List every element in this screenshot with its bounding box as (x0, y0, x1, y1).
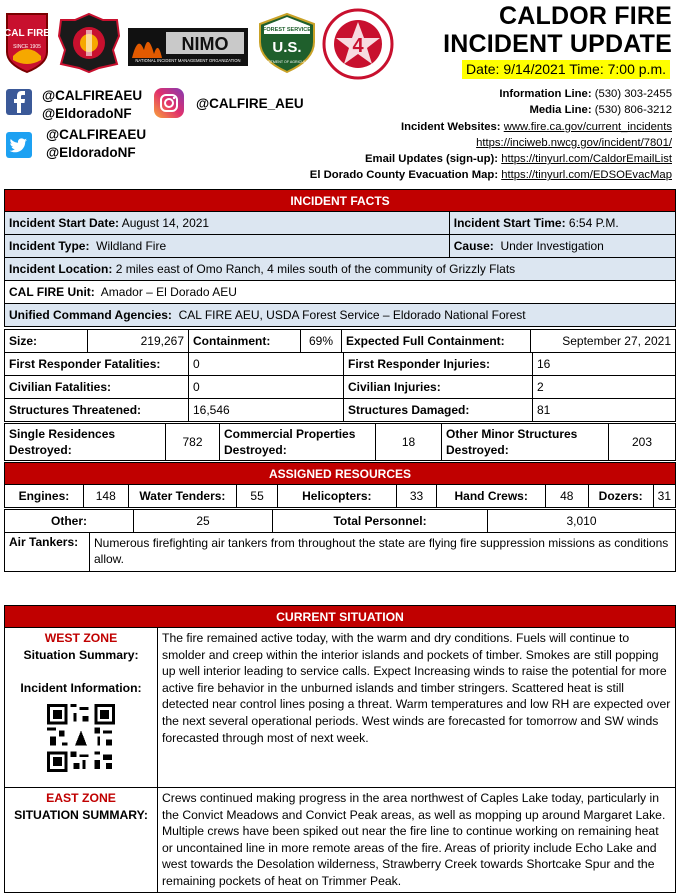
water-tenders-value: 55 (237, 485, 278, 508)
twitter-handles[interactable] (46, 126, 146, 162)
other-value: 25 (134, 510, 273, 533)
situation-header: CURRENT SITUATION (5, 606, 676, 628)
expected-containment-label: Expected Full Containment: (346, 334, 505, 348)
twitter-icon[interactable] (6, 132, 32, 158)
incident-websites-label: Incident Websites: (400, 120, 501, 133)
fr-injuries-label: First Responder Injuries: (348, 357, 491, 371)
start-time-value: 6:54 P.M. (568, 216, 619, 230)
twitter-handle-2[interactable]: @EldoradoNF (46, 145, 136, 160)
civ-injuries-value: 2 (533, 376, 676, 399)
total-personnel-value: 3,010 (488, 510, 676, 533)
west-info-label: Incident Information: (20, 681, 142, 695)
instagram-icon[interactable] (154, 88, 184, 118)
location-label: Incident Location: (9, 262, 113, 276)
incident-type-value: Wildland Fire (96, 239, 167, 253)
size-label: Size: (9, 334, 38, 348)
personnel-table (4, 509, 676, 533)
agencies-value: CAL FIRE AEU, USDA Forest Service – Eldorado National Forest (178, 308, 526, 322)
incident-type-label: Incident Type: (9, 239, 90, 253)
containment-value: 69% (301, 330, 342, 353)
title-line-2: INCIDENT UPDATE (443, 30, 672, 58)
hand-crews-label: Hand Crews: (454, 489, 528, 503)
agencies-label: Unified Command Agencies: (9, 308, 172, 322)
commercial-value: 18 (376, 424, 442, 461)
cause-value: Under Investigation (500, 239, 604, 253)
single-res-label-2: Destroyed: (9, 443, 72, 457)
damaged-value: 81 (533, 399, 676, 422)
single-res-value: 782 (166, 424, 220, 461)
cal-imt-logo-number: 4 (352, 35, 364, 57)
forest-service-logo (256, 12, 318, 74)
helicopters-label: Helicopters: (302, 489, 372, 503)
calfire-logo-text: CAL FIRE (4, 28, 50, 39)
east-summary-label: SITUATION SUMMARY: (14, 808, 148, 822)
threatened-value: 16,546 (189, 399, 344, 422)
fs-logo-mid: U.S. (272, 39, 302, 56)
media-line-value: (530) 806-3212 (594, 104, 672, 117)
instagram-handle[interactable]: @CALFIRE_AEU (196, 96, 304, 111)
expected-containment-value: September 27, 2021 (531, 330, 676, 353)
info-line-label: Information Line: (499, 88, 592, 100)
minor-structures-label (446, 427, 577, 457)
civ-fatalities-label: Civilian Fatalities: (9, 380, 112, 394)
civ-injuries-label: Civilian Injuries: (348, 380, 441, 394)
commercial-label-2: Destroyed: (224, 443, 287, 457)
inciweb-link[interactable]: https://inciweb.nwcg.gov/incident/7801/ (476, 136, 672, 149)
evac-map-link[interactable]: https://tinyurl.com/EDSOEvacMap (501, 169, 672, 182)
west-situation-text: The fire remained active today, with the warm and dry conditions. Fuels will continue to smolder and creep within the interior islands and pockets of timber. Smokes are still popping up well interior leading to service calls. Expect Increasing winds to raise the potential for more active fire behavior in the unburned islands and timber stringers. Scattered heat is still detected near control lines posing a threat. Warm temperatures and low RH are expected over the next several operational periods. West winds are forecasted for tomorrow and SW winds forecasted through most of next week. (158, 628, 676, 788)
fs-logo-top: FOREST SERVICE (263, 27, 311, 33)
email-updates-label: Email Updates (sign-up): (365, 153, 499, 166)
start-date-label: Incident Start Date: (9, 216, 120, 230)
west-summary-label: Situation Summary: (23, 648, 139, 662)
facebook-handle-1[interactable]: @CALFIREAEU (42, 88, 143, 103)
east-zone-label: EAST ZONE (46, 791, 116, 805)
west-zone-label: WEST ZONE (44, 631, 118, 645)
start-time-label: Incident Start Time: (453, 216, 566, 230)
minor-structures-label-1: Other Minor Structures (446, 427, 578, 441)
fr-injuries-value: 16 (533, 353, 676, 376)
containment-label: Containment: (193, 334, 271, 348)
air-tankers-table (4, 532, 676, 572)
hand-crews-value: 48 (545, 485, 588, 508)
water-tenders-label: Water Tenders: (139, 489, 226, 503)
document-title (443, 2, 672, 58)
calfire-logo (3, 12, 51, 74)
cause-label: Cause: (453, 239, 494, 253)
total-personnel-label: Total Personnel: (333, 514, 427, 528)
media-line-label: Media Line: (529, 104, 592, 117)
minor-structures-value: 203 (609, 424, 676, 461)
facebook-handle-2[interactable]: @EldoradoNF (42, 106, 132, 121)
evac-map-label: El Dorado County Evacuation Map: (309, 169, 499, 182)
single-res-label (9, 427, 115, 457)
fr-fatalities-label: First Responder Fatalities: (9, 357, 161, 371)
size-value: 219,267 (88, 330, 189, 353)
other-label: Other: (51, 514, 87, 528)
resources-header: ASSIGNED RESOURCES (5, 463, 676, 485)
dozers-label: Dozers: (598, 489, 643, 503)
helicopters-value: 33 (396, 485, 437, 508)
air-tankers-value: Numerous firefighting air tankers from throughout the state are flying fire suppression missions as conditions allow. (90, 533, 676, 572)
cal-imt4-logo (322, 8, 394, 80)
commercial-label-1: Commercial Properties (224, 427, 356, 441)
incident-stats-table (4, 329, 676, 353)
fs-logo-bottom: DEPARTMENT OF AGRICULTURE (258, 60, 316, 64)
start-date-value: August 14, 2021 (121, 216, 210, 230)
update-date: Date: 9/14/2021 Time: 7:00 p.m. (462, 60, 670, 79)
location-value: 2 miles east of Omo Ranch, 4 miles south of the community of Grizzly Flats (115, 262, 516, 276)
resources-table (4, 462, 676, 508)
single-res-label-1: Single Residences (9, 427, 116, 441)
incident-facts-header: INCIDENT FACTS (5, 190, 676, 212)
calfire-logo-since: SINCE 1905 (13, 44, 41, 50)
engines-label: Engines: (18, 489, 70, 503)
facebook-icon[interactable] (6, 89, 32, 115)
calfire-unit-value: Amador – El Dorado AEU (100, 285, 237, 299)
commercial-label (224, 427, 355, 457)
incident-facts-table (4, 189, 676, 327)
situation-table (4, 605, 676, 893)
casualty-table (4, 352, 676, 422)
qr-code-icon[interactable] (44, 701, 118, 775)
facebook-handles[interactable] (42, 87, 142, 123)
calfire-website-link[interactable]: www.fire.ca.gov/current_incidents (503, 120, 672, 133)
minor-structures-label-2: Destroyed: (446, 443, 509, 457)
threatened-label: Structures Threatened: (9, 403, 142, 417)
twitter-handle-1[interactable]: @CALFIREAEU (46, 127, 147, 142)
email-signup-link[interactable]: https://tinyurl.com/CaldorEmailList (501, 153, 672, 166)
destroyed-table (4, 423, 676, 461)
title-line-1: CALDOR FIRE (498, 2, 672, 30)
engines-value: 148 (83, 485, 128, 508)
air-tankers-label: Air Tankers: (9, 535, 79, 549)
nimo-logo-text: NIMO (181, 34, 229, 54)
civ-fatalities-value: 0 (189, 376, 344, 399)
aeu-badge-logo (55, 12, 123, 74)
contact-info (310, 86, 672, 184)
east-situation-text: Crews continued making progress in the area northwest of Caples Lake today, particularly in the Convict Meadows and Convict Peak areas, as well as mopping up around Margaret Lake. Multiple crews have been spiked out near the fire line to continue working on remaining heat or uncontained line in more remote areas of the fire. Areas of priority include Echo Lake and west towards the Desolation wilderness, Strawberry Creek towards Shortcake Spur and the remaining pockets of heat on Trimmer Peak. (158, 788, 676, 893)
calfire-unit-label: CAL FIRE Unit: (9, 285, 95, 299)
nimo-logo (128, 28, 248, 66)
nimo-logo-sub: NATIONAL INCIDENT MANAGEMENT ORGANIZATION (135, 58, 241, 63)
damaged-label: Structures Damaged: (348, 403, 470, 417)
info-line-value: (530) 303-2455 (594, 88, 672, 100)
dozers-value: 31 (653, 485, 675, 508)
fr-fatalities-value: 0 (189, 353, 344, 376)
